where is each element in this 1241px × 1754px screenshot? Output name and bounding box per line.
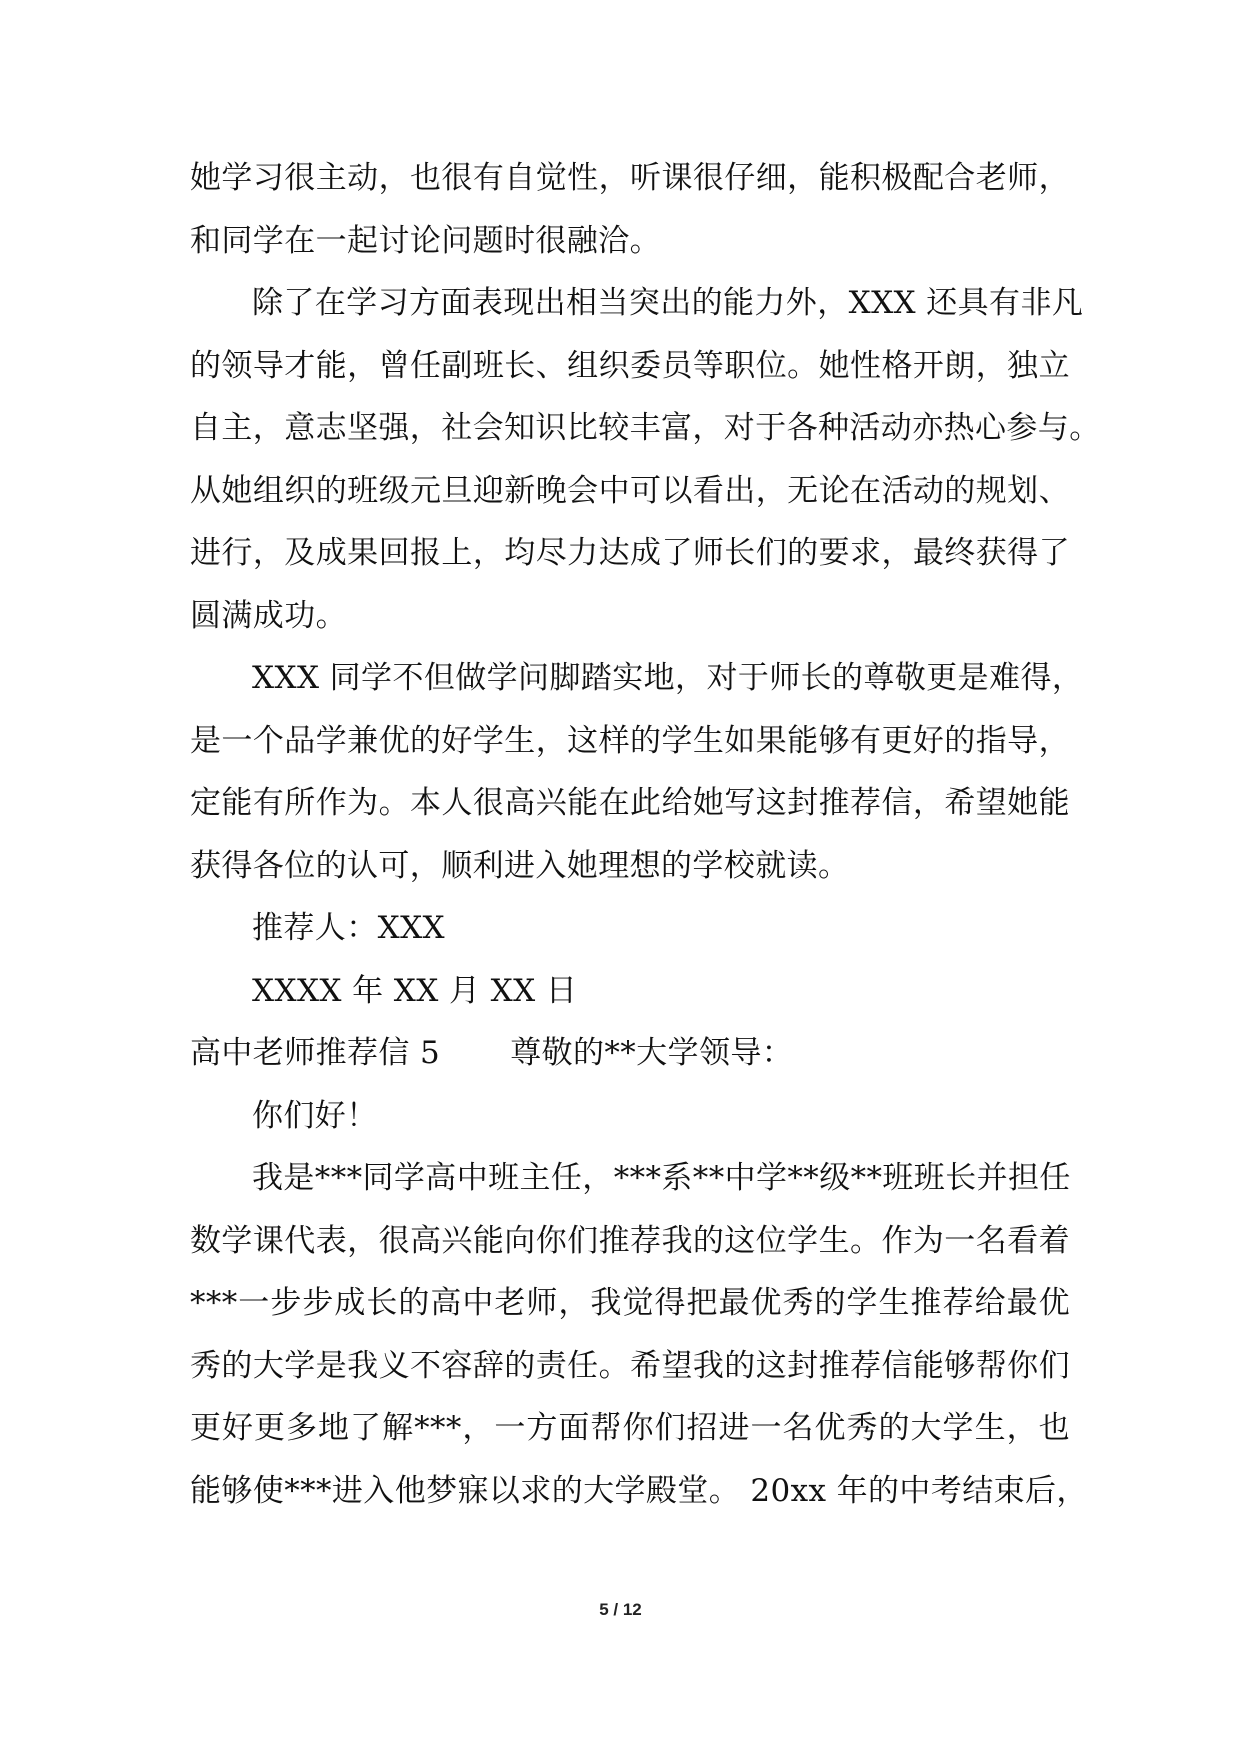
greeting-line: 你们好！ bbox=[252, 1097, 378, 1134]
text-line: 进行，及成果回报上，均尽力达成了师长们的要求，最终获得了 bbox=[190, 535, 1070, 571]
text-line: 自主，意志坚强，社会知识比较丰富，对于各种活动亦热心参与。 bbox=[190, 410, 1101, 446]
paragraph-start-line: XXX 同学不但做学问脚踏实地，对于师长的尊敬更是难得， bbox=[252, 660, 1084, 696]
text-line: 获得各位的认可，顺利进入她理想的学校就读。 bbox=[190, 847, 850, 884]
text-line: 是一个品学兼优的好学生，这样的学生如果能够有更好的指导， bbox=[190, 722, 1070, 759]
text-line: 她学习很主动，也很有自觉性，听课很仔细，能积极配合老师， bbox=[190, 160, 1070, 196]
paragraph-start-line: 除了在学习方面表现出相当突出的能力外，XXX 还具有非凡 bbox=[252, 285, 1084, 321]
text-line: 更好更多地了解***，一方面帮你们招进一名优秀的大学生，也 bbox=[190, 1410, 1070, 1446]
text-line: 数学课代表，很高兴能向你们推荐我的这位学生。作为一名看着 bbox=[190, 1222, 1070, 1259]
letter-body bbox=[190, 160, 1101, 1535]
letter-heading bbox=[190, 1035, 1070, 1072]
date-line: XXXX 年 XX 月 XX 日 bbox=[252, 972, 578, 1009]
recommender-line: 推荐人：XXX bbox=[252, 910, 446, 946]
text-line: 圆满成功。 bbox=[190, 597, 347, 634]
text-line: 和同学在一起讨论问题时很融洽。 bbox=[190, 222, 661, 259]
text-line: 秀的大学是我义不容辞的责任。希望我的这封推荐信能够帮你们 bbox=[190, 1347, 1070, 1384]
page-number: 5 / 12 bbox=[599, 1600, 642, 1619]
text-line: 定能有所作为。本人很高兴能在此给她写这封推荐信，希望她能 bbox=[190, 785, 1070, 821]
text-line: ***一步步成长的高中老师，我觉得把最优秀的学生推荐给最优 bbox=[190, 1285, 1070, 1321]
text-line: 能够使***进入他梦寐以求的大学殿堂。 20xx 年的中考结束后， bbox=[190, 1472, 1088, 1509]
text-line: 的领导才能，曾任副班长、组织委员等职位。她性格开朗，独立 bbox=[190, 347, 1070, 384]
text-line: 从她组织的班级元旦迎新晚会中可以看出，无论在活动的规划、 bbox=[190, 472, 1070, 509]
letter-title: 高中老师推荐信 5 bbox=[190, 1035, 441, 1071]
paragraph-start-line: 我是***同学高中班主任，***系**中学**级**班班长并担任 bbox=[252, 1160, 1071, 1196]
letter-salutation: 尊敬的**大学领导： bbox=[510, 1035, 794, 1071]
